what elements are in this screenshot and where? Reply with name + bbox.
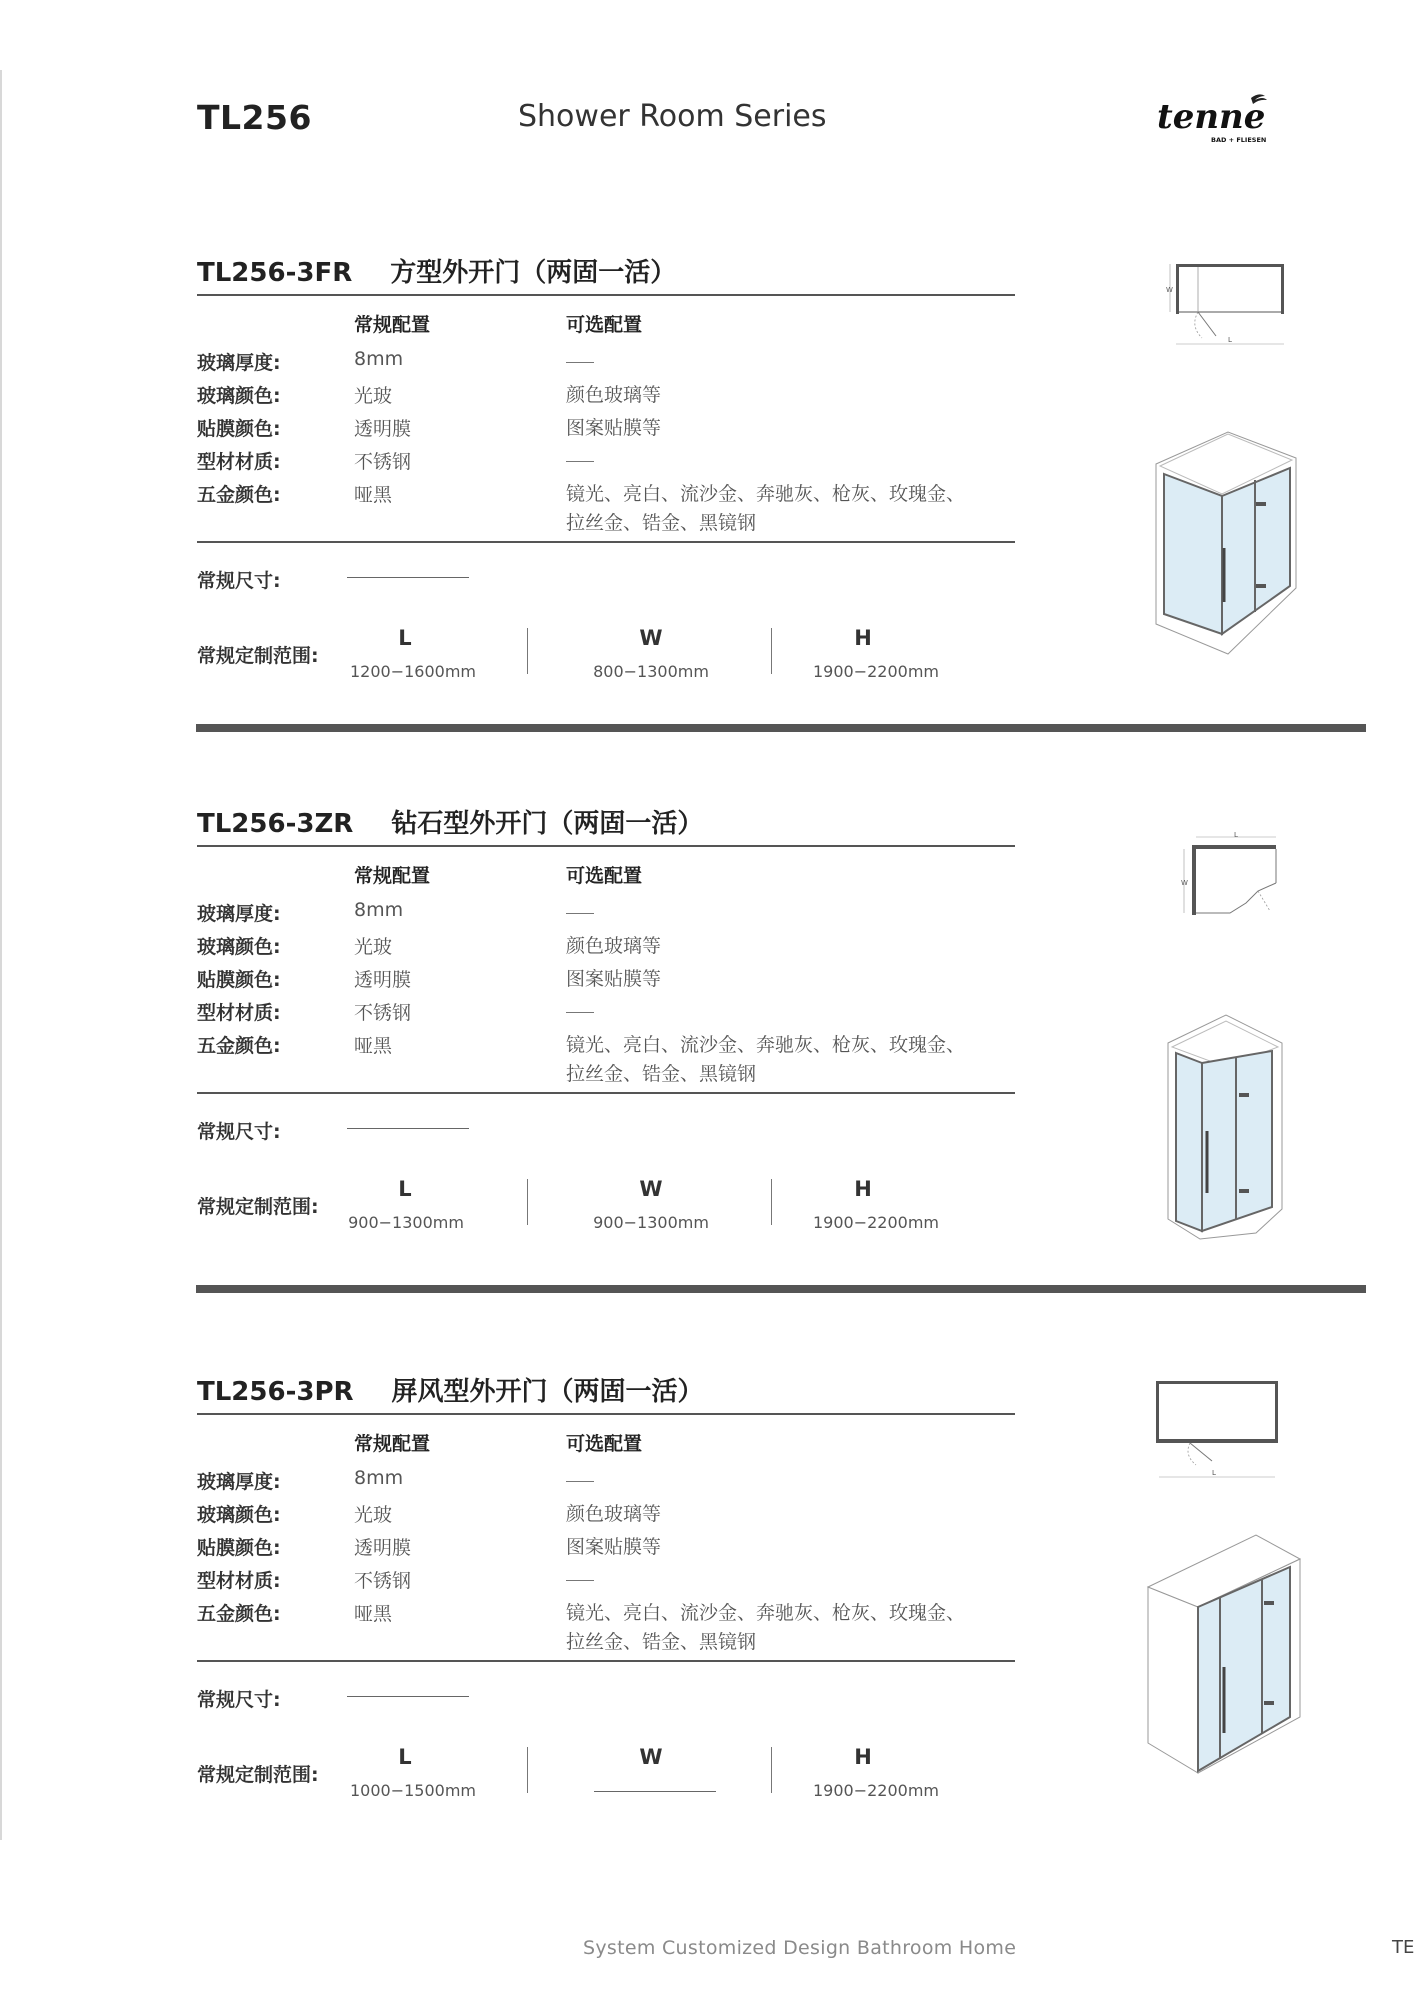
- spec-label: 玻璃厚度:: [197, 903, 281, 925]
- spec-optional-none: [566, 1467, 594, 1496]
- spec-optional-value: 图案贴膜等: [566, 417, 662, 439]
- dim-w-value: 900−1300mm: [593, 1213, 709, 1232]
- dim-l-value: 1200−1600mm: [349, 662, 476, 681]
- plan-l-label: L: [1228, 336, 1232, 344]
- section-top-rule: [197, 1413, 1015, 1415]
- dim-w-label: W: [639, 1745, 663, 1769]
- series-title: Shower Room Series: [518, 99, 827, 134]
- standard-size-empty: [347, 1128, 469, 1129]
- standard-size-label: 常规尺寸:: [197, 1689, 281, 1711]
- spec-label: 贴膜颜色:: [197, 1537, 281, 1559]
- spec-label: 五金颜色:: [197, 1035, 281, 1057]
- spec-row-hardware-color: [0, 1031, 1100, 1085]
- spec-row-film-color: [0, 1533, 1100, 1557]
- plan-w-label: W: [1181, 879, 1188, 887]
- spec-label: 贴膜颜色:: [197, 418, 281, 440]
- dim-h-value: 1900−2200mm: [812, 662, 939, 681]
- spec-row-glass-color: [0, 1500, 1100, 1524]
- optional-config-header: 可选配置: [566, 1433, 643, 1455]
- spec-standard-value: 透明膜: [354, 1537, 412, 1559]
- optional-config-header: 可选配置: [566, 865, 643, 887]
- dim-w-label: W: [639, 1177, 663, 1201]
- spec-standard-value: 光玻: [354, 1504, 393, 1526]
- spec-row-glass-thickness: [0, 1467, 1100, 1491]
- dim-separator: [527, 628, 528, 674]
- spec-standard-value: 透明膜: [354, 418, 412, 440]
- hardware-options-line1: 镜光、亮白、流沙金、奔驰灰、枪灰、玫瑰金、: [566, 483, 966, 505]
- spec-label: 玻璃厚度:: [197, 352, 281, 374]
- hardware-options-line1: 镜光、亮白、流沙金、奔驰灰、枪灰、玫瑰金、: [566, 1034, 966, 1056]
- spec-standard-value: 哑黑: [354, 1035, 393, 1057]
- logo-subtitle: BAD + FLIESEN: [1211, 136, 1267, 144]
- plan-l-label: L: [1234, 831, 1238, 839]
- dim-h-value: 1900−2200mm: [812, 1781, 939, 1800]
- section-divider: [196, 724, 1366, 732]
- dim-h-value: 1900−2200mm: [812, 1213, 939, 1232]
- section-top-rule: [197, 845, 1015, 847]
- spec-optional-none: [566, 1566, 594, 1595]
- model-number: TL256: [197, 98, 312, 137]
- dim-w-value: 800−1300mm: [593, 662, 709, 681]
- 3d-drawing-3pr: [1144, 1531, 1304, 1771]
- hardware-options-line2: 拉丝金、锆金、黑镜钢: [566, 1631, 757, 1653]
- 3d-drawing-3zr: [1160, 1013, 1290, 1253]
- dim-l-label: L: [398, 1177, 412, 1201]
- hardware-options-line2: 拉丝金、锆金、黑镜钢: [566, 512, 757, 534]
- spec-row-film-color: [0, 414, 1100, 438]
- spec-optional-value: 图案贴膜等: [566, 1536, 662, 1558]
- spec-standard-value: 不锈钢: [354, 451, 412, 473]
- standard-config-header: 常规配置: [354, 865, 431, 887]
- spec-standard-value: 光玻: [354, 385, 393, 407]
- custom-range-label: 常规定制范围:: [197, 1764, 319, 1786]
- dim-separator: [527, 1179, 528, 1225]
- spec-optional-none: [566, 348, 594, 377]
- spec-optional-none: [566, 899, 594, 928]
- section-title: [197, 803, 703, 840]
- section-top-rule: [197, 294, 1015, 296]
- dim-l-value: 1000−1500mm: [349, 1781, 476, 1800]
- spec-label: 玻璃厚度:: [197, 1471, 281, 1493]
- spec-label: 玻璃颜色:: [197, 385, 281, 407]
- dim-separator: [771, 628, 772, 674]
- spec-standard-value: 8mm: [354, 1467, 404, 1489]
- spec-standard-value: 8mm: [354, 899, 404, 921]
- dim-separator: [771, 1179, 772, 1225]
- standard-size-label: 常规尺寸:: [197, 570, 281, 592]
- hardware-options-line1: 镜光、亮白、流沙金、奔驰灰、枪灰、玫瑰金、: [566, 1602, 966, 1624]
- spec-label: 五金颜色:: [197, 484, 281, 506]
- spec-label: 玻璃颜色:: [197, 1504, 281, 1526]
- dim-w-label: W: [639, 626, 663, 650]
- spec-optional-value: 颜色玻璃等: [566, 935, 662, 957]
- dim-h-label: H: [854, 1177, 872, 1201]
- hardware-options-line2: 拉丝金、锆金、黑镜钢: [566, 1063, 757, 1085]
- spec-row-hardware-color: [0, 1599, 1100, 1653]
- plan-drawing-3pr: [1150, 1377, 1290, 1487]
- spec-standard-value: 哑黑: [354, 484, 393, 506]
- section-code: TL256-3PR: [197, 1377, 354, 1407]
- spec-standard-value: 不锈钢: [354, 1570, 412, 1592]
- spec-row-film-color: [0, 965, 1100, 989]
- spec-optional-value: 图案贴膜等: [566, 968, 662, 990]
- spec-row-glass-thickness: [0, 899, 1100, 923]
- spec-label: 五金颜色:: [197, 1603, 281, 1625]
- dim-l-label: L: [398, 626, 412, 650]
- spec-row-glass-color: [0, 932, 1100, 956]
- section-name: 钻石型外开门（两固一活）: [391, 809, 704, 839]
- dim-l-value: 900−1300mm: [348, 1213, 464, 1232]
- spec-row-profile-material: [0, 998, 1100, 1022]
- custom-range-label: 常规定制范围:: [197, 1196, 319, 1218]
- spec-row-glass-thickness: [0, 348, 1100, 372]
- spec-standard-value: 8mm: [354, 348, 404, 370]
- section-code: TL256-3ZR: [197, 809, 354, 839]
- section-name: 方型外开门（两固一活）: [390, 258, 677, 288]
- standard-size-label: 常规尺寸:: [197, 1121, 281, 1143]
- section-divider: [196, 1285, 1366, 1293]
- spec-optional-value: 颜色玻璃等: [566, 384, 662, 406]
- section-mid-rule: [197, 1660, 1015, 1662]
- section-title: [197, 252, 676, 289]
- plan-w-label: W: [1166, 286, 1173, 294]
- spec-optional-value: 颜色玻璃等: [566, 1503, 662, 1525]
- spec-optional-none: [566, 998, 594, 1027]
- standard-config-header: 常规配置: [354, 1433, 431, 1455]
- standard-size-empty: [347, 577, 469, 578]
- dim-separator: [771, 1747, 772, 1793]
- plan-drawing-3fr: [1150, 262, 1290, 362]
- spec-label: 玻璃颜色:: [197, 936, 281, 958]
- section-title: [197, 1371, 704, 1408]
- spec-optional-value: [566, 480, 965, 538]
- section-name: 屏风型外开门（两固一活）: [391, 1377, 704, 1407]
- section-mid-rule: [197, 541, 1015, 543]
- spec-row-hardware-color: [0, 480, 1100, 534]
- spec-row-glass-color: [0, 381, 1100, 405]
- footer-corner-text: TE: [1392, 1937, 1414, 1958]
- spec-label: 型材材质:: [197, 1002, 281, 1024]
- optional-config-header: 可选配置: [566, 314, 643, 336]
- section-code: TL256-3FR: [197, 258, 353, 288]
- spec-standard-value: 透明膜: [354, 969, 412, 991]
- spec-standard-value: 哑黑: [354, 1603, 393, 1625]
- dim-h-label: H: [854, 626, 872, 650]
- spec-row-profile-material: [0, 447, 1100, 471]
- standard-size-empty: [347, 1696, 469, 1697]
- standard-config-header: 常规配置: [354, 314, 431, 336]
- dim-l-label: L: [398, 1745, 412, 1769]
- brand-logo: [1155, 90, 1275, 146]
- spec-label: 型材材质:: [197, 451, 281, 473]
- 3d-drawing-3fr: [1150, 428, 1300, 658]
- plan-l-label: L: [1212, 1469, 1216, 1477]
- dim-h-label: H: [854, 1745, 872, 1769]
- dim-w-empty: [594, 1791, 716, 1792]
- spec-standard-value: 光玻: [354, 936, 393, 958]
- logo-wordmark: tenne: [1157, 97, 1266, 137]
- footer-tagline: System Customized Design Bathroom Home: [583, 1937, 1017, 1959]
- plan-drawing-3zr: [1172, 833, 1282, 933]
- dim-separator: [527, 1747, 528, 1793]
- custom-range-label: 常规定制范围:: [197, 645, 319, 667]
- spec-optional-value: [566, 1599, 965, 1657]
- spec-optional-value: [566, 1031, 965, 1089]
- spec-label: 贴膜颜色:: [197, 969, 281, 991]
- spec-optional-none: [566, 447, 594, 476]
- spec-standard-value: 不锈钢: [354, 1002, 412, 1024]
- spec-label: 型材材质:: [197, 1570, 281, 1592]
- spec-row-profile-material: [0, 1566, 1100, 1590]
- section-mid-rule: [197, 1092, 1015, 1094]
